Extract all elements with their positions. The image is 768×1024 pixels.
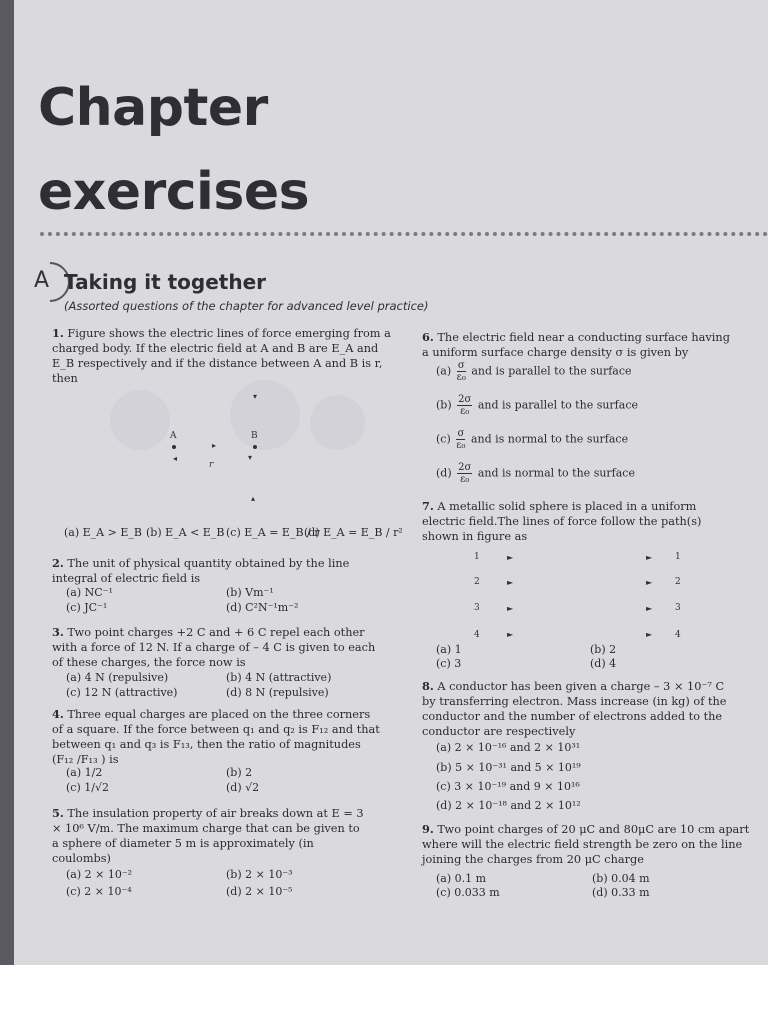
option: (c) JC⁻¹: [66, 601, 108, 614]
option: (d) √2: [226, 781, 260, 794]
question-number: 7.: [422, 499, 434, 513]
option: (b) 0.04 m: [592, 872, 650, 885]
chapter-title-line2: exercises: [38, 162, 310, 222]
question-text: A metallic solid sphere is placed in a uniform electric field.The lines of force follow the path(s) shown in figure as: [422, 500, 702, 543]
question-number: 3.: [52, 625, 64, 639]
figure-label-b: B: [251, 431, 258, 441]
option: (a) 2 × 10⁻¹⁶ and 2 × 10³¹: [436, 741, 581, 754]
option: (c) E_A = E_B / r: [226, 526, 320, 539]
path-label: 3: [474, 603, 480, 613]
figure-charge-blob: [230, 380, 300, 450]
section-title: Taking it together: [64, 270, 267, 294]
question-text: A conductor has been given a charge – 3 × 10⁻⁷ C by transferring electron. Mass increase (in kg) of the conductor and the number of electrons added to the conductor are respectively: [422, 680, 727, 738]
question-8: [422, 679, 734, 739]
option: (b) 2: [590, 643, 617, 656]
option: (b) 4 N (attractive): [226, 671, 332, 684]
dotted-divider: [40, 232, 768, 236]
option: (d) 4: [590, 657, 617, 670]
option: (c) 1/√2: [66, 781, 109, 794]
option: (c) 0.033 m: [436, 886, 500, 899]
option: (c) 2 × 10⁻⁴: [66, 885, 132, 898]
path-label: 1: [675, 552, 681, 562]
path-label: 4: [474, 630, 480, 640]
question-text: The unit of physical quantity obtained by the line integral of electric field is: [52, 557, 350, 585]
option: (b) $\frac{2\sigma}{\text{ε₀}}$ and is parallel to the surface: [436, 394, 638, 417]
question-3: [52, 625, 377, 670]
option: (b) 5 × 10⁻³¹ and 5 × 10¹⁹: [436, 761, 581, 774]
question-5: [52, 806, 367, 866]
question-text: Two point charges +2 C and + 6 C repel each other with a force of 12 N. If a charge of – 4 C is given to each of these charges, the force now is: [52, 626, 376, 669]
question-text: Two point charges of 20 μC and 80μC are 10 cm apart where will the electric field strength be zero on the line joining the charges from 20 μC charge: [422, 823, 750, 866]
question-9: [422, 822, 756, 867]
field-arrow-icon: ▾: [248, 453, 253, 462]
question-text: Three equal charges are placed on the three corners of a square. If the force between q₁ and q₂ is F₁₂ and that between q₁ and q₃ is F₁₃, then the ratio of magnitudes (F₁₂ /F₁₃ ) is: [52, 708, 380, 766]
field-arrow-icon: ▸: [212, 441, 217, 450]
option: (d) 0.33 m: [592, 886, 650, 899]
point-a-dot: [172, 445, 176, 449]
option: (b) 2: [226, 766, 253, 779]
fraction: $\frac{2\sigma}{\text{ε₀}}$: [458, 394, 472, 417]
path-label: 4: [675, 630, 681, 640]
field-arrow-icon: ►: [507, 553, 514, 562]
question-text: The electric field near a conducting surface having a uniform surface charge density σ is given by: [422, 331, 730, 359]
question-number: 9.: [422, 822, 434, 836]
field-arrow-icon: ►: [646, 578, 653, 587]
field-arrow-icon: ►: [646, 604, 653, 613]
option: (d) 2 × 10⁻⁵: [226, 885, 293, 898]
field-arrow-icon: ▴: [251, 494, 256, 503]
option: (a) 1: [436, 643, 462, 656]
path-label: 2: [675, 577, 681, 587]
option: (d) C²N⁻¹m⁻²: [226, 601, 299, 614]
question-number: 8.: [422, 679, 434, 693]
question-number: 5.: [52, 806, 64, 820]
question-1: [52, 326, 392, 386]
option: (c) 12 N (attractive): [66, 686, 178, 699]
field-arrow-icon: ▾: [253, 392, 258, 401]
question-text: The insulation property of air breaks down at E = 3 × 10⁶ V/m. The maximum charge that can be given to a sphere of diameter 5 m is approximately (in coulombs): [52, 807, 364, 865]
option: (d) E_A = E_B / r²: [304, 526, 403, 539]
point-b-dot: [253, 445, 257, 449]
option: (c) 3: [436, 657, 462, 670]
question-number: 4.: [52, 707, 64, 721]
option: (d) $\frac{2\sigma}{\text{ε₀}}$ and is normal to the surface: [436, 462, 635, 485]
path-label: 1: [474, 552, 480, 562]
question-6: [422, 330, 732, 360]
question-number: 2.: [52, 556, 64, 570]
question-number: 1.: [52, 326, 64, 340]
section-subtitle: (Assorted questions of the chapter for advanced level practice): [64, 299, 429, 313]
option: (b) Vm⁻¹: [226, 586, 274, 599]
path-label: 2: [474, 577, 480, 587]
question-7: [422, 499, 732, 544]
question-2: [52, 556, 372, 586]
fraction: $\frac{\sigma}{\text{ε₀}}$: [456, 428, 466, 451]
chapter-title-line1: Chapter: [38, 78, 268, 138]
option: (a) NC⁻¹: [66, 586, 113, 599]
question-text: Figure shows the electric lines of force emerging from a charged body. If the electric field at A and B are E_A and E_B respectively and if the distance between A and B is r, then: [52, 327, 391, 385]
field-arrow-icon: ►: [507, 630, 514, 639]
figure-label-r: r: [209, 460, 214, 470]
option: (a) $\frac{\sigma}{\text{ε₀}}$ and is parallel to the surface: [436, 360, 632, 383]
figure-label-a: A: [170, 431, 177, 441]
path-label: 3: [675, 603, 681, 613]
option: (c) 3 × 10⁻¹⁹ and 9 × 10¹⁶: [436, 780, 580, 793]
fraction: $\frac{\sigma}{\text{ε₀}}$: [456, 360, 466, 383]
figure-charge-blob: [310, 395, 365, 450]
option: (a) 2 × 10⁻²: [66, 868, 133, 881]
figure-charge-blob: [110, 390, 170, 450]
question-4: [52, 707, 382, 767]
option: (a) 1/2: [66, 766, 103, 779]
field-arrow-icon: ►: [646, 630, 653, 639]
field-arrow-icon: ►: [507, 604, 514, 613]
option: (b) E_A < E_B: [146, 526, 225, 539]
option: (a) 4 N (repulsive): [66, 671, 169, 684]
option: (d) 8 N (repulsive): [226, 686, 329, 699]
option: (c) $\frac{\sigma}{\text{ε₀}}$ and is normal to the surface: [436, 428, 629, 451]
field-arrow-icon: ►: [646, 553, 653, 562]
section-letter: A: [34, 268, 50, 293]
field-arrow-icon: ◂: [173, 454, 178, 463]
option: (a) 0.1 m: [436, 872, 487, 885]
question-number: 6.: [422, 330, 434, 344]
fraction: $\frac{2\sigma}{\text{ε₀}}$: [458, 462, 472, 485]
option: (a) E_A > E_B: [64, 526, 142, 539]
field-arrow-icon: ►: [507, 578, 514, 587]
option: (d) 2 × 10⁻¹⁸ and 2 × 10¹²: [436, 799, 581, 812]
option: (b) 2 × 10⁻³: [226, 868, 293, 881]
